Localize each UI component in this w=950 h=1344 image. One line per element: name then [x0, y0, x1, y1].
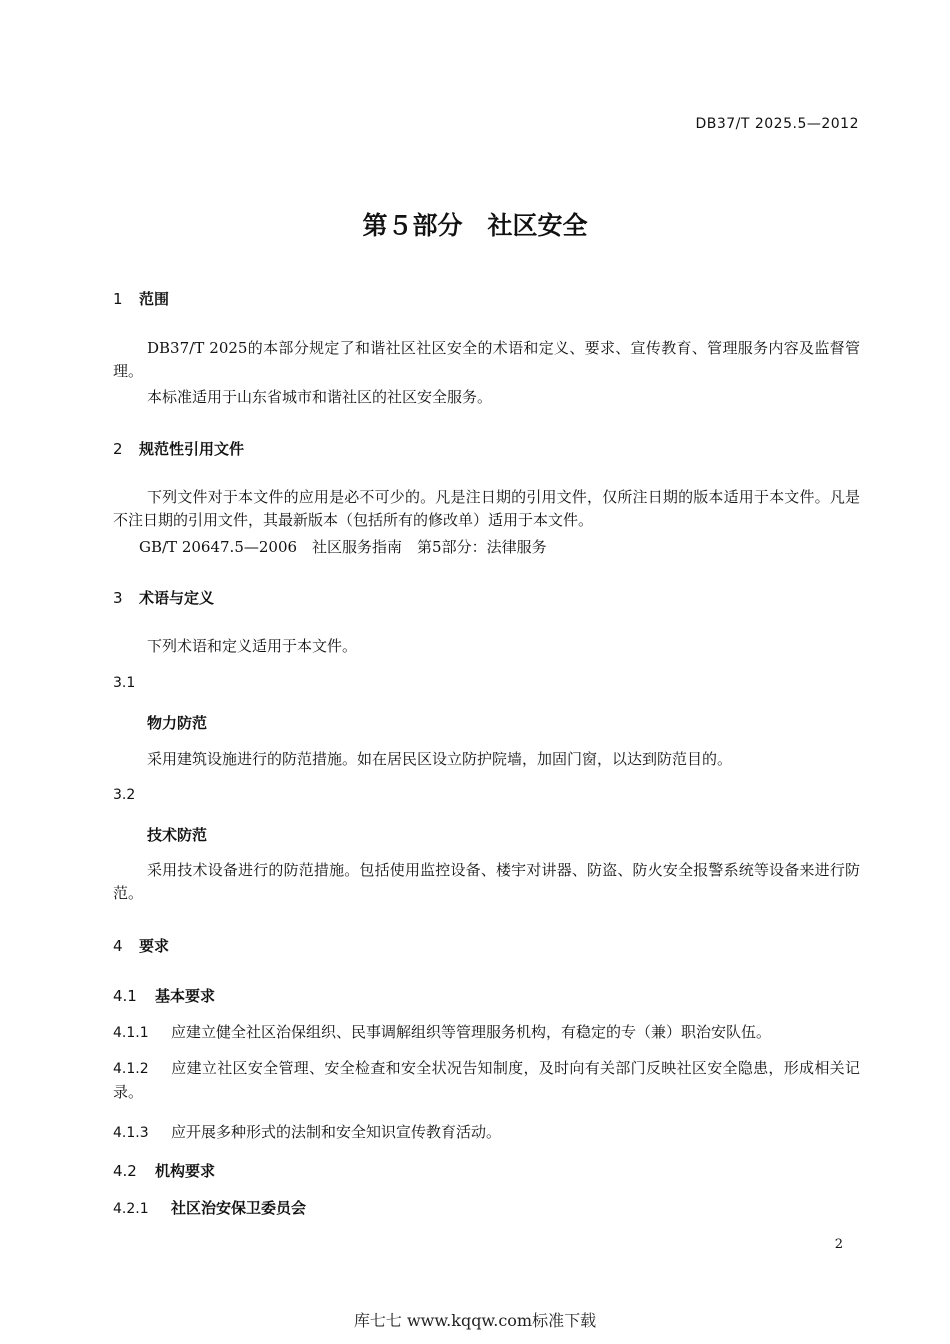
section-3-paragraph-1: 下列术语和定义适用于本文件。	[147, 637, 358, 655]
subsection-title: 机构要求	[155, 1162, 216, 1180]
normative-reference: GB/T 20647.5—2006 社区服务指南 第5部分：法律服务	[139, 538, 547, 556]
section-2-heading	[113, 438, 244, 459]
section-1-heading	[113, 288, 169, 309]
section-title: 规范性引用文件	[139, 440, 245, 458]
clause-number: 4.1.3	[113, 1125, 149, 1141]
term-number: 3.2	[113, 787, 136, 803]
clause-number: 4.1.2	[113, 1061, 149, 1077]
clause-4-2-1	[113, 1197, 306, 1218]
clause-text: 应开展多种形式的法制和安全知识宣传教育活动。	[171, 1123, 502, 1141]
subsection-title: 基本要求	[155, 987, 216, 1005]
section-title: 范围	[139, 290, 170, 308]
section-2-paragraph-1: 下列文件对于本文件的应用是必不可少的。凡是注日期的引用文件，仅所注日期的版本适用于本文件。凡是不注日期的引用文件，其最新版本（包括所有的修改单）适用于本文件。	[113, 488, 860, 529]
term-name: 技术防范	[147, 826, 208, 844]
term-definition: 采用技术设备进行的防范措施。包括使用监控设备、楼宇对讲器、防盗、防火安全报警系统等设备来进行防范。	[113, 861, 860, 902]
term-name: 物力防范	[147, 714, 208, 732]
clause-number: 4.2.1	[113, 1201, 149, 1217]
clause-text: 社区治安保卫委员会	[171, 1199, 307, 1217]
page-title: 第５部分 社区安全	[362, 211, 588, 240]
section-4-heading	[113, 935, 169, 956]
clause-4-1-3	[113, 1121, 860, 1145]
section-3-heading	[113, 587, 214, 608]
section-number: 3	[113, 589, 123, 607]
clause-text: 应建立健全社区治保组织、民事调解组织等管理服务机构，有稳定的专（兼）职治安队伍。	[171, 1023, 772, 1041]
standard-code: DB37/T 2025.5—2012	[695, 116, 859, 132]
subsection-4-2-heading	[113, 1160, 215, 1181]
section-number: 2	[113, 440, 123, 458]
section-1-paragraph-2: 本标准适用于山东省城市和谐社区的社区安全服务。	[147, 388, 493, 406]
term-number: 3.1	[113, 675, 136, 691]
subsection-number: 4.1	[113, 987, 137, 1005]
subsection-4-1-heading	[113, 985, 215, 1006]
section-title: 要求	[139, 937, 170, 955]
term-definition: 采用建筑设施进行的防范措施。如在居民区设立防护院墙，加固门窗，以达到防范目的。	[147, 750, 733, 768]
clause-text: 应建立社区安全管理、安全检查和安全状况告知制度，及时向有关部门反映社区安全隐患，形成相关记录。	[113, 1059, 860, 1101]
clause-4-1-1	[113, 1021, 860, 1045]
section-1-paragraph-1: DB37/T 2025的本部分规定了和谐社区社区安全的术语和定义、要求、宣传教育、管理服务内容及监督管理。	[113, 339, 860, 380]
footer-watermark: 库七七 www.kqqw.com标准下载	[353, 1311, 597, 1330]
section-number: 4	[113, 937, 123, 955]
page-number: 2	[834, 1237, 843, 1252]
section-number: 1	[113, 290, 123, 308]
subsection-number: 4.2	[113, 1162, 137, 1180]
clause-4-1-2	[113, 1057, 860, 1104]
section-title: 术语与定义	[139, 589, 215, 607]
clause-number: 4.1.1	[113, 1025, 149, 1041]
